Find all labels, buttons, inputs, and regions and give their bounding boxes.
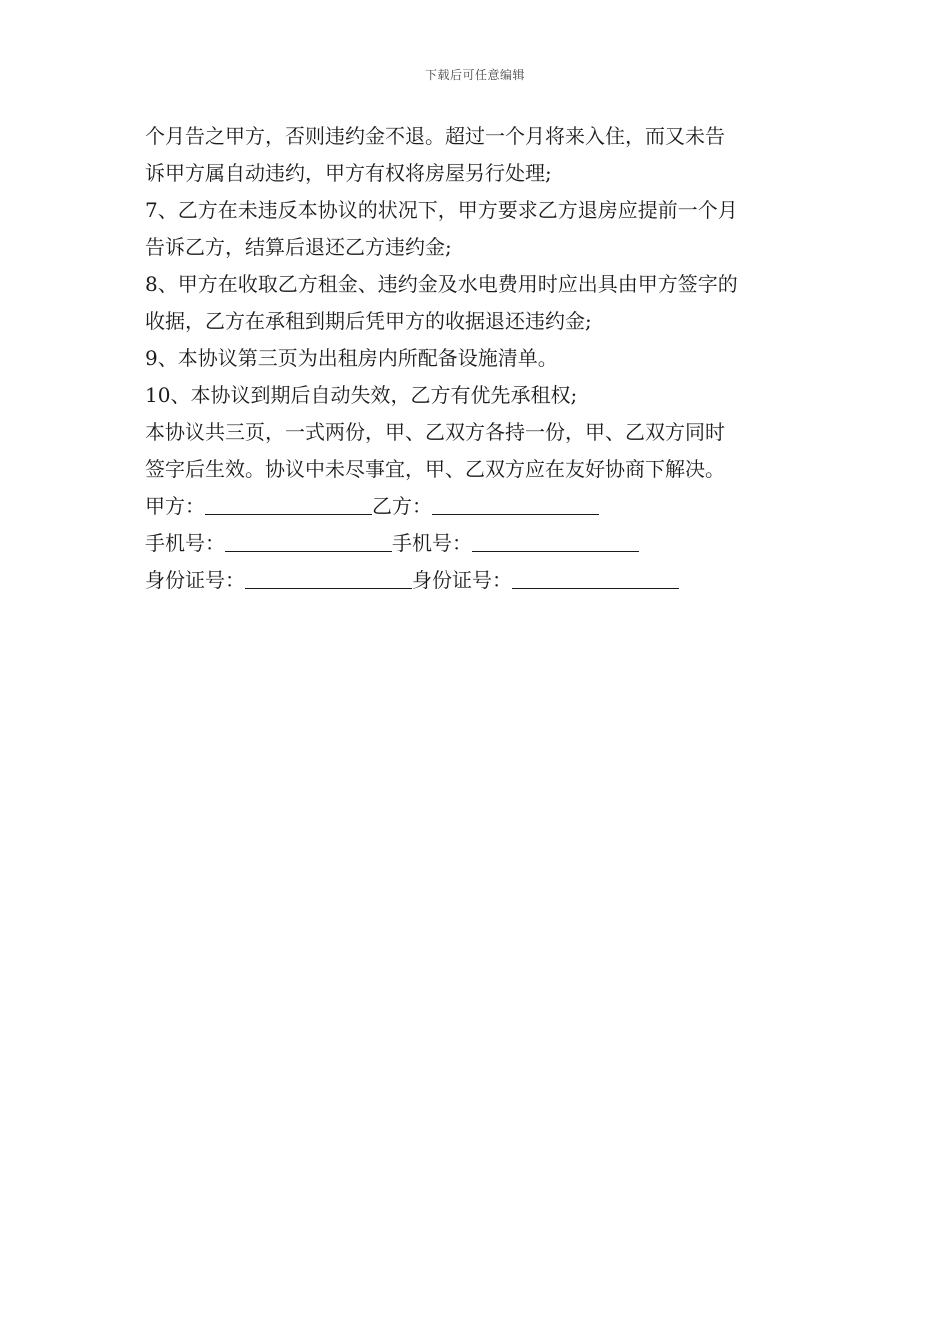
document-body (145, 118, 810, 599)
paragraph-line: 10、本协议到期后自动失效，乙方有优先承租权; (145, 383, 578, 407)
party-b-blank (432, 494, 599, 515)
id-a-label: 身份证号： (145, 568, 245, 592)
signature-row-phone (145, 525, 810, 562)
paragraph-line: 8、甲方在收取乙方租金、违约金及水电费用时应出具由甲方签字的 (145, 272, 738, 296)
paragraph-line: 个月告之甲方，否则违约金不退。超过一个月将来入住，而又未告 (145, 124, 725, 148)
signature-row-party (145, 488, 810, 525)
id-b-blank (512, 568, 679, 589)
paragraph-line: 9、本协议第三页为出租房内所配备设施清单。 (145, 346, 558, 370)
id-b-label: 身份证号： (412, 568, 512, 592)
phone-b-label: 手机号： (392, 531, 472, 555)
phone-b-blank (472, 531, 639, 552)
party-a-blank (205, 494, 372, 515)
party-b-label: 乙方： (372, 494, 432, 518)
paragraph-line: 收据，乙方在承租到期后凭甲方的收据退还违约金; (145, 309, 592, 333)
phone-a-blank (225, 531, 392, 552)
paragraph-line: 告诉乙方，结算后退还乙方违约金; (145, 235, 452, 259)
paragraph-line: 签字后生效。协议中未尽事宜，甲、乙双方应在友好协商下解决。 (145, 457, 725, 481)
party-a-label: 甲方： (145, 494, 205, 518)
id-a-blank (245, 568, 412, 589)
paragraph-line: 本协议共三页，一式两份，甲、乙双方各持一份，甲、乙双方同时 (145, 420, 725, 444)
page-header: 下载后可任意编辑 (424, 68, 525, 82)
paragraph-line: 诉甲方属自动违约，甲方有权将房屋另行处理; (145, 161, 552, 185)
signature-row-id (145, 562, 810, 599)
paragraph-line: 7、乙方在未违反本协议的状况下，甲方要求乙方退房应提前一个月 (145, 198, 738, 222)
phone-a-label: 手机号： (145, 531, 225, 555)
